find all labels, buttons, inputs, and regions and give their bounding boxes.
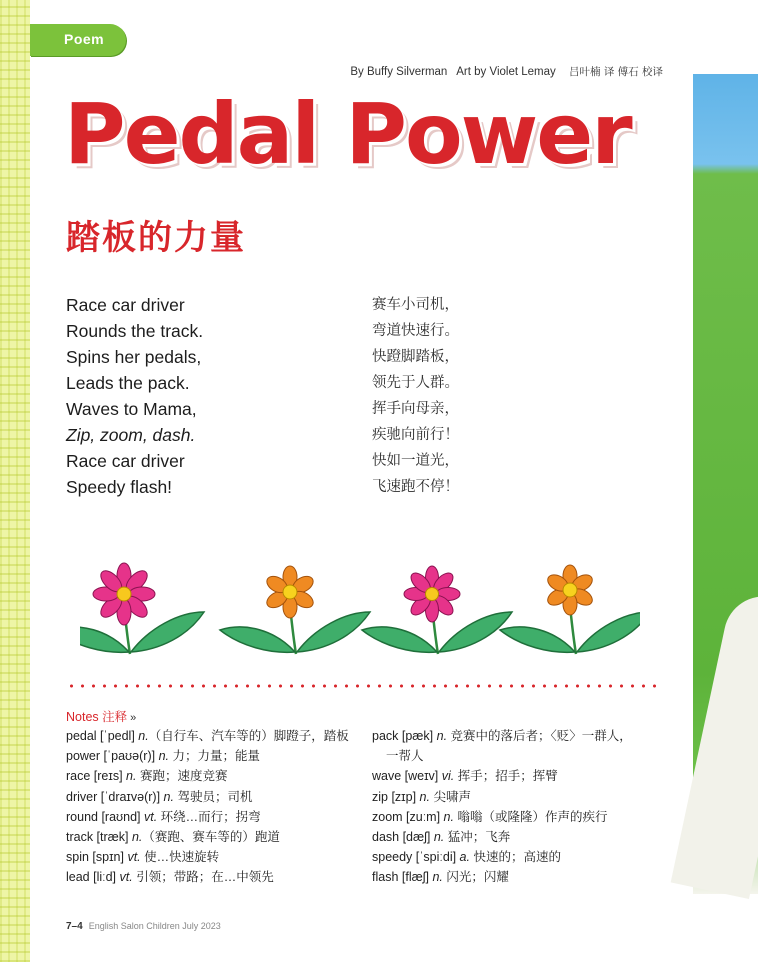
note-item xyxy=(372,827,632,847)
note-item xyxy=(66,867,349,887)
poem-line-cn: 弯道快速行。 xyxy=(372,323,459,339)
poem-english xyxy=(66,292,203,500)
note-item xyxy=(66,726,349,746)
decorative-side-strip xyxy=(0,0,30,962)
notes-list-left xyxy=(66,726,349,888)
note-word: flash [flæʃ] xyxy=(372,870,433,885)
note-def: 引领；带路；在…中领先 xyxy=(132,870,274,885)
note-def: 赛跑；速度竞赛 xyxy=(136,769,228,784)
poem-chinese xyxy=(372,292,459,500)
notes-heading xyxy=(66,707,136,725)
notes-heading-label: Notes 注释 xyxy=(66,710,128,724)
double-chevron-right-icon: » xyxy=(130,712,137,724)
note-word: wave [weɪv] xyxy=(372,769,442,784)
section-tab-label: Poem xyxy=(64,31,105,47)
note-item-continuation xyxy=(372,746,632,766)
note-word: speedy [ˈspiːdi] xyxy=(372,850,460,865)
section-tab xyxy=(30,24,126,56)
note-word: power [ˈpaʊə(r)] xyxy=(66,749,159,764)
note-pos: n. xyxy=(443,809,454,824)
page-number: 7–4 xyxy=(66,921,83,932)
note-item xyxy=(66,766,349,786)
credits xyxy=(350,64,663,79)
note-pos: n. xyxy=(419,789,430,804)
note-def: 闪光；闪耀 xyxy=(442,870,509,885)
note-item xyxy=(66,807,349,827)
note-item xyxy=(372,787,632,807)
page-footer xyxy=(66,921,221,932)
poem-line: Race car driver xyxy=(66,295,185,315)
poem-line: Race car driver xyxy=(66,451,185,471)
flowers-illustration xyxy=(80,550,640,660)
pink-flower-icon xyxy=(362,566,512,654)
note-pos: vi. xyxy=(441,769,455,784)
note-pos: n. xyxy=(126,769,137,784)
note-pos: n. xyxy=(432,870,443,885)
orange-flower-icon xyxy=(220,566,370,654)
note-item xyxy=(372,807,632,827)
poem-line-cn: 飞速跑不停！ xyxy=(372,479,459,495)
poem-line-cn: 领先于人群。 xyxy=(372,375,459,391)
dotted-divider xyxy=(66,684,656,688)
note-pos: vt. xyxy=(144,809,158,824)
poem-line: Waves to Mama, xyxy=(66,399,197,419)
poem-line-cn: 快如一道光， xyxy=(372,453,459,469)
note-word: pack [pæk] xyxy=(372,729,437,743)
poem-line-cn: 疾驰向前行！ xyxy=(372,427,459,443)
notes-list-right xyxy=(372,726,632,888)
publication-info: English Salon Children July 2023 xyxy=(88,921,221,931)
note-word: zoom [zuːm] xyxy=(372,809,444,824)
illustration-strip xyxy=(693,74,758,894)
note-word: driver [ˈdraɪvə(r)] xyxy=(66,789,164,804)
poem-line: Leads the pack. xyxy=(66,373,190,393)
note-def: 使…快速旋转 xyxy=(140,850,220,865)
poem-line: Spins her pedals, xyxy=(66,347,202,367)
note-word: lead [liːd] xyxy=(66,870,120,885)
orange-flower-icon xyxy=(500,565,640,654)
note-def: 快速的；高速的 xyxy=(469,850,561,865)
note-def: 驾驶员；司机 xyxy=(173,789,253,804)
note-word: track [træk] xyxy=(66,830,132,845)
note-pos: n. xyxy=(163,789,174,804)
art-credit: Art by Violet Lemay xyxy=(456,66,556,78)
note-item xyxy=(66,787,349,807)
pink-flower-icon xyxy=(80,563,204,654)
note-def: （赛跑、赛车等的）跑道 xyxy=(142,830,280,845)
note-def: （自行车、汽车等的）脚蹬子，踏板 xyxy=(148,729,349,743)
note-word: dash [dæʃ] xyxy=(372,830,434,845)
note-def: 尖啸声 xyxy=(429,789,471,804)
note-item xyxy=(66,827,349,847)
poem-line: Rounds the track. xyxy=(66,321,204,341)
note-pos: n. xyxy=(433,830,445,845)
note-def: 猛冲；飞奔 xyxy=(444,830,511,845)
note-pos: n. xyxy=(158,749,169,764)
poem-line: Speedy flash! xyxy=(66,477,173,497)
poem-line: Zip, zoom, dash. xyxy=(66,425,196,445)
note-word: pedal [ˈpedl] xyxy=(66,729,139,743)
note-def: 环绕…而行；拐弯 xyxy=(157,809,261,824)
note-item xyxy=(372,726,632,746)
note-def: 挥手；招手；挥臂 xyxy=(454,769,558,784)
note-item xyxy=(372,867,632,887)
note-pos: vt. xyxy=(119,870,133,885)
note-word: zip [zɪp] xyxy=(372,789,420,804)
note-word: round [raʊnd] xyxy=(66,809,144,824)
note-def: 一帮人 xyxy=(386,749,424,764)
page-title-chinese: 踏板的力量 xyxy=(66,218,246,258)
author-credit: By Buffy Silverman xyxy=(350,66,448,78)
note-pos: n. xyxy=(131,830,143,845)
note-item xyxy=(66,746,349,766)
note-pos: vt. xyxy=(127,850,141,865)
note-pos: n. xyxy=(436,729,448,743)
note-def: 嗡嗡（或隆隆）作声的疾行 xyxy=(453,809,608,824)
poem-line-cn: 挥手向母亲， xyxy=(372,401,459,417)
note-pos: n. xyxy=(138,729,149,743)
note-word: race [reɪs] xyxy=(66,769,127,784)
note-item xyxy=(66,847,349,867)
note-word: spin [spɪn] xyxy=(66,850,128,865)
poem-line-cn: 赛车小司机， xyxy=(372,297,459,313)
note-item xyxy=(372,847,632,867)
note-def: 竞赛中的落后者；〈贬〉一群人， xyxy=(447,729,632,743)
poem-line-cn: 快蹬脚踏板， xyxy=(372,349,459,365)
note-pos: a. xyxy=(459,850,470,865)
note-def: 力；力量；能量 xyxy=(169,749,260,764)
translator-credit: 吕叶楠 译 傅石 校译 xyxy=(568,66,663,78)
page-title: Pedal Power xyxy=(64,85,631,183)
note-item xyxy=(372,766,632,786)
